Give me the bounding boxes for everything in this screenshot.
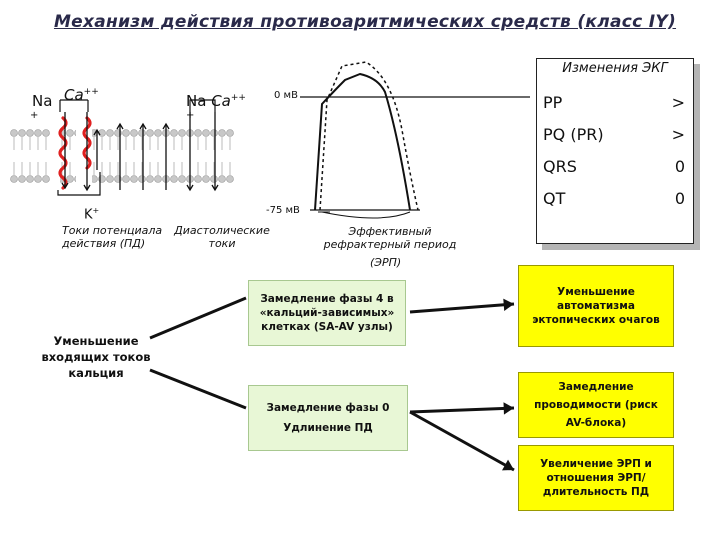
lipid-head xyxy=(11,176,18,183)
lipid-head xyxy=(171,130,178,137)
ca-left-label: Ca++ xyxy=(64,86,99,104)
lipid-head xyxy=(131,176,138,183)
lipid-head xyxy=(43,130,50,137)
lipid-head xyxy=(155,130,162,137)
lipid-head xyxy=(211,130,218,137)
diastolic-currents-label: Диастолические токи xyxy=(174,224,270,250)
k-label: K+ xyxy=(84,206,100,223)
lipid-head xyxy=(107,130,114,137)
lipid-head xyxy=(19,176,26,183)
automatism-box: Уменьшение автоматизма эктопических очагов xyxy=(518,265,674,347)
erp-abbr: (ЭРП) xyxy=(370,256,402,269)
arrow-to-phase0 xyxy=(150,370,246,408)
ecg-panel xyxy=(536,58,694,244)
lipid-head xyxy=(19,130,26,137)
ecg-row-qt: QT 0 xyxy=(543,189,685,208)
lipid-head xyxy=(123,130,130,137)
lipid-head xyxy=(139,176,146,183)
ecg-row-qrs: QRS 0 xyxy=(543,157,685,176)
ecg-row-pp: PP > xyxy=(543,93,685,112)
lipid-head xyxy=(195,176,202,183)
arrow-to-automatism-head xyxy=(503,299,514,311)
lipid-head xyxy=(131,130,138,137)
page-title: Механизм действия противоаритмических средств (класс IY) xyxy=(53,12,677,32)
lipid-head xyxy=(67,130,74,137)
arrow-to-automatism xyxy=(410,304,514,312)
lipid-head xyxy=(35,176,42,183)
lipid-head xyxy=(123,176,130,183)
lipid-head xyxy=(179,176,186,183)
channel-gap xyxy=(50,122,60,188)
conduction-box: Замедление проводимости (риск AV-блока) xyxy=(518,372,674,438)
arrow-to-conduction xyxy=(410,408,514,412)
lipid-head xyxy=(219,130,226,137)
lipid-head xyxy=(107,176,114,183)
lipid-head xyxy=(139,130,146,137)
lipid-head xyxy=(155,176,162,183)
rest-mv-label: -75 мВ xyxy=(266,205,300,216)
erp-label: Эффективный рефрактерный период xyxy=(323,225,457,251)
lipid-head xyxy=(171,176,178,183)
arrow-to-erp xyxy=(410,412,514,470)
lipid-head xyxy=(11,130,18,137)
phase0-box: Замедление фазы 0 Удлинение ПД xyxy=(248,385,408,451)
na-left-label: Na xyxy=(32,92,53,110)
lipid-head xyxy=(147,130,154,137)
ecg-title: Изменения ЭКГ xyxy=(562,61,668,76)
lipid-head xyxy=(203,130,210,137)
lipid-head xyxy=(43,176,50,183)
ap-curve-modified xyxy=(320,62,418,210)
na-right-label: Na Ca++ xyxy=(186,92,246,110)
lipid-head xyxy=(179,130,186,137)
ecg-row-pq: PQ (PR) > xyxy=(543,125,685,144)
lipid-head xyxy=(219,176,226,183)
lipid-head xyxy=(227,176,234,183)
lipid-head xyxy=(195,130,202,137)
ap-currents-label: Токи потенциала действия (ПД) xyxy=(62,224,163,250)
lipid-head xyxy=(67,176,74,183)
arrow-to-conduction-head xyxy=(503,402,514,414)
lipid-head xyxy=(147,176,154,183)
lipid-head xyxy=(35,130,42,137)
arrow-to-phase4 xyxy=(150,298,246,338)
phase4-box: Замедление фазы 4 в «кальций-зависимых» клетках (SA-AV узлы) xyxy=(248,280,406,346)
lipid-head xyxy=(211,176,218,183)
zero-mv-label: 0 мВ xyxy=(274,90,298,101)
erp-box: Увеличение ЭРП и отношения ЭРП/длительность ПД xyxy=(518,445,674,511)
lipid-head xyxy=(27,176,34,183)
lipid-head xyxy=(27,130,34,137)
lipid-head xyxy=(227,130,234,137)
lipid-head xyxy=(203,176,210,183)
erp-bracket xyxy=(322,212,410,218)
na-left-sup: + xyxy=(30,110,39,121)
calcium-decrease-label: Уменьшение входящих токов кальция xyxy=(41,334,151,380)
na-right-sup: + xyxy=(186,110,195,121)
